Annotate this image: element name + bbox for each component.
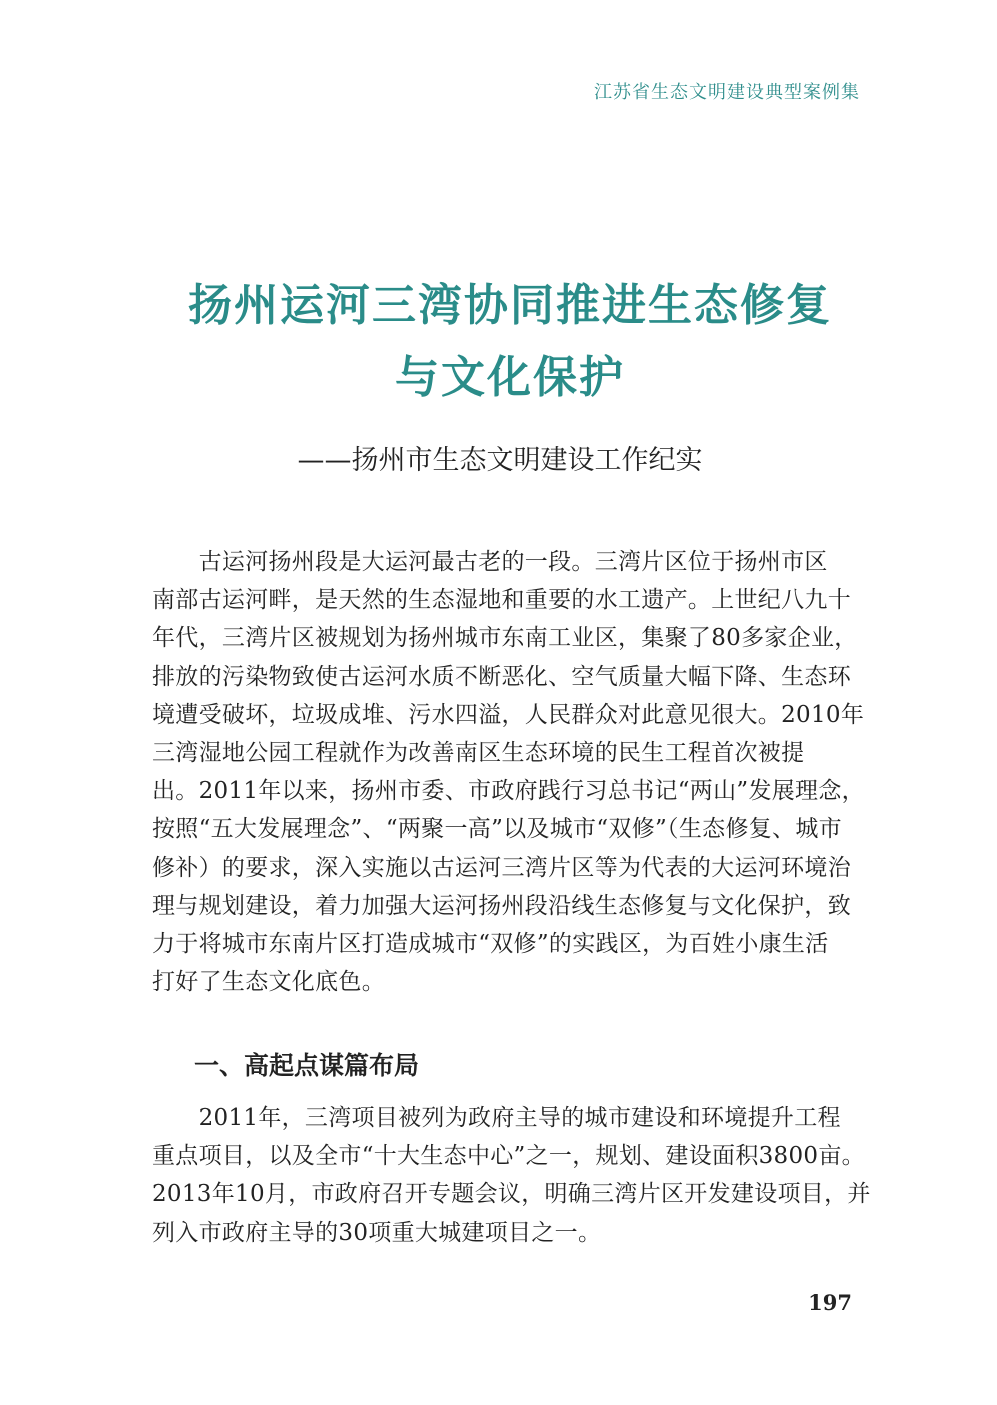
paragraph-line: 古运河扬州段是大运河最古老的一段。三湾片区位于扬州市区: [152, 549, 828, 575]
paragraph-line: 2013年10月，市政府召开专题会议，明确三湾片区开发建设项目，并: [152, 1181, 871, 1208]
paragraph-line: 修补）的要求，深入实施以古运河三湾片区等为代表的大运河环境治: [152, 854, 851, 881]
paragraph-section1: [152, 1099, 871, 1252]
paragraph-line: 列入市政府主导的30项重大城建项目之一。: [152, 1219, 602, 1246]
paragraph-line: 南部古运河畔，是天然的生态湿地和重要的水工遗产。上世纪八九十: [152, 587, 851, 614]
article-title-line1: 扬州运河三湾协同推进生态修复: [188, 280, 832, 331]
section-heading: 一、高起点谋篇布局: [194, 1051, 420, 1080]
paragraph-line: 三湾湿地公园工程就作为改善南区生态环境的民生工程首次被提: [152, 739, 805, 766]
paragraph-line: 按照“五大发展理念”、“两聚一高”以及城市“双修”（生态修复、城市: [152, 816, 842, 843]
paragraph-intro: [152, 543, 865, 1001]
paragraph-line: 力于将城市东南片区打造成城市“双修”的实践区，为百姓小康生活: [152, 930, 829, 957]
paragraph-line: 打好了生态文化底色。: [152, 969, 385, 996]
paragraph-line: 排放的污染物致使古运河水质不断恶化、空气质量大幅下降、生态环: [152, 663, 851, 690]
paragraph-line: 出。2011年以来，扬州市委、市政府践行习总书记“两山”发展理念，: [152, 778, 865, 805]
article-subtitle: ——扬州市生态文明建设工作纪实: [297, 445, 703, 476]
page-number: 197: [808, 1290, 852, 1315]
article-title-line2: 与文化保护: [395, 352, 625, 403]
paragraph-line: 重点项目，以及全市“十大生态中心”之一，规划、建设面积3800亩。: [152, 1143, 865, 1170]
paragraph-line: 境遭受破坏，垃圾成堆、污水四溢，人民群众对此意见很大。2010年: [152, 701, 865, 728]
running-header-book-title: 江苏省生态文明建设典型案例集: [594, 82, 860, 103]
paragraph-line: 理与规划建设，着力加强大运河扬州段沿线生态修复与文化保护，致: [152, 892, 851, 919]
paragraph-line: 2011年，三湾项目被列为政府主导的城市建设和环境提升工程: [152, 1105, 841, 1131]
paragraph-line: 年代，三湾片区被规划为扬州城市东南工业区，集聚了80多家企业，: [152, 625, 858, 652]
